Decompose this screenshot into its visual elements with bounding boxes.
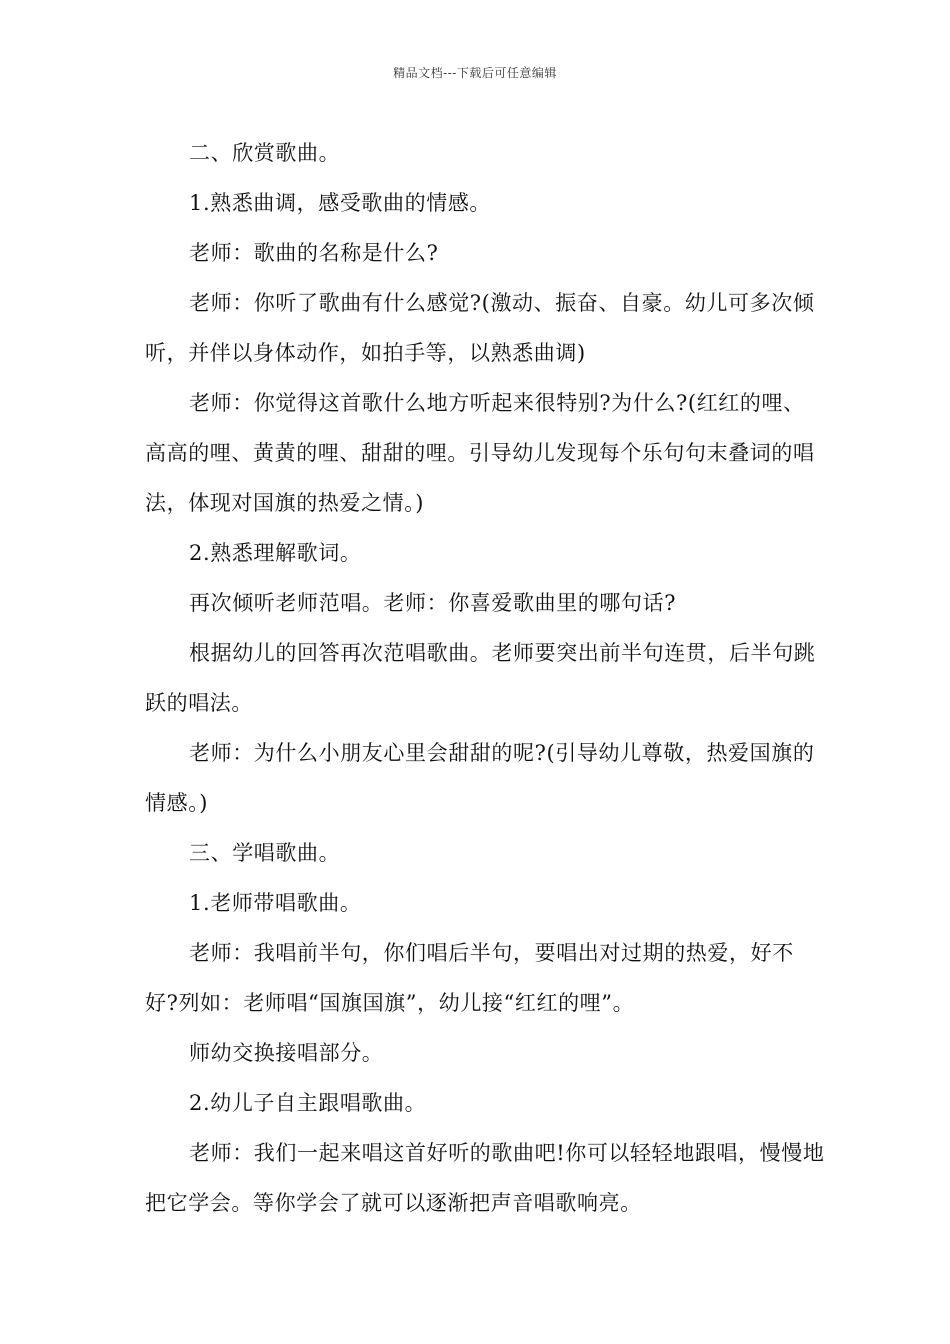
- paragraph-4: 老师：你听了歌曲有什么感觉?(激动、振奋、自豪。幼儿可多次倾听，并伴以身体动作，如拍手等，以熟悉曲调): [145, 291, 815, 365]
- paragraph-14: 2.幼儿子自主跟唱歌曲。: [189, 1091, 427, 1115]
- paragraph-1: 二、欣赏歌曲。: [189, 141, 341, 165]
- paragraph-13: 师幼交换接唱部分。: [189, 1041, 384, 1065]
- document-body: [145, 128, 825, 1228]
- paragraph-11: 1.老师带唱歌曲。: [189, 891, 362, 915]
- page-header: 精品文档---下载后可任意编辑: [393, 66, 557, 80]
- paragraph-10: 三、学唱歌曲。: [189, 841, 341, 865]
- paragraph-3: 老师：歌曲的名称是什么?: [189, 241, 439, 265]
- paragraph-5: 老师：你觉得这首歌什么地方听起来很特别?为什么?(红红的哩、高高的哩、黄黄的哩、甜甜的哩。引导幼儿发现每个乐句句末叠词的唱法，体现对国旗的热爱之情。): [145, 391, 815, 515]
- paragraph-2: 1.熟悉曲调，感受歌曲的情感。: [189, 191, 492, 215]
- paragraph-15: 老师：我们一起来唱这首好听的歌曲吧!你可以轻轻地跟唱，慢慢地把它学会。等你学会了就可以逐渐把声音唱歌响亮。: [145, 1141, 825, 1215]
- paragraph-8: 根据幼儿的回答再次范唱歌曲。老师要突出前半句连贯，后半句跳跃的唱法。: [145, 641, 816, 715]
- paragraph-12: 老师：我唱前半句，你们唱后半句，要唱出对过期的热爱，好不好?列如：老师唱“国旗国旗”，幼儿接“红红的哩”。: [145, 941, 794, 1015]
- paragraph-9: 老师：为什么小朋友心里会甜甜的呢?(引导幼儿尊敬，热爱国旗的情感。): [145, 741, 815, 815]
- paragraph-6: 2.熟悉理解歌词。: [189, 541, 362, 565]
- paragraph-7: 再次倾听老师范唱。老师：你喜爱歌曲里的哪句话?: [189, 591, 677, 615]
